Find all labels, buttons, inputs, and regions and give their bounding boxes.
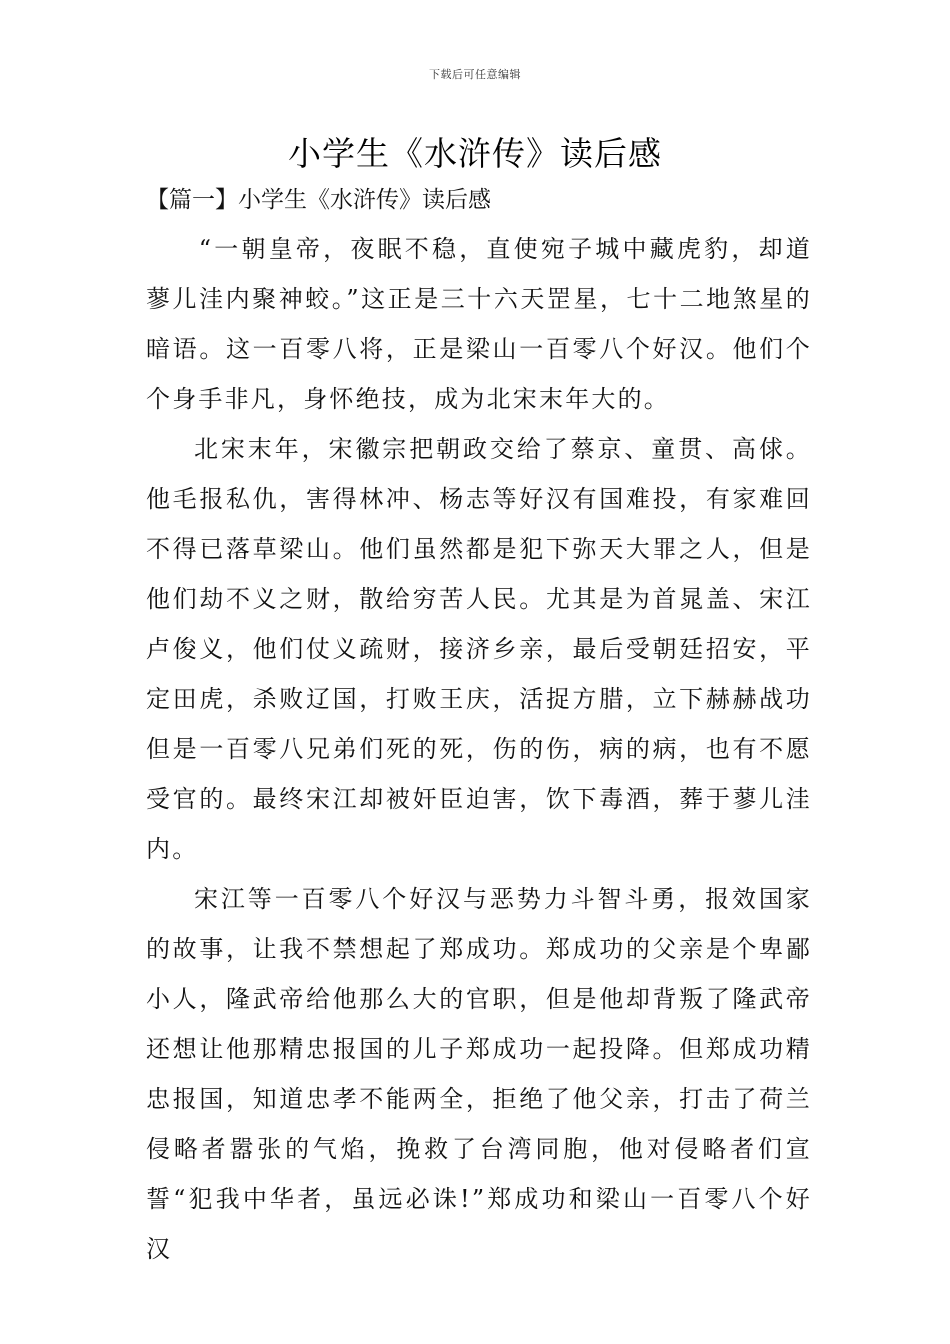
paragraph-1: “一朝皇帝，夜眠不稳，直使宛子城中藏虎豹，却道蓼儿洼内聚神蛟。”这正是三十六天罡星，七十二地煞星的暗语。这一百零八将，正是梁山一百零八个好汉。他们个个身手非凡，身怀绝技，成为北宋末年大的。 bbox=[146, 235, 812, 413]
document-body bbox=[146, 224, 812, 1274]
document-title: 小学生《水浒传》读后感 bbox=[288, 134, 662, 173]
header-watermark: 下载后可任意编辑 bbox=[429, 68, 521, 81]
paragraph-3: 宋江等一百零八个好汉与恶势力斗智斗勇，报效国家的故事，让我不禁想起了郑成功。郑成功的父亲是个卑鄙小人，隆武帝给他那么大的官职，但是他却背叛了隆武帝还想让他那精忠报国的儿子郑成功一起投降。但郑成功精忠报国，知道忠孝不能两全，拒绝了他父亲，打击了荷兰侵略者嚣张的气焰，挽救了台湾同胞，他对侵略者们宣誓“犯我中华者，虽远必诛!”郑成功和梁山一百零八个好汉 bbox=[146, 885, 812, 1263]
paragraph-2: 北宋末年，宋徽宗把朝政交给了蔡京、童贯、高俅。他毛报私仇，害得林冲、杨志等好汉有国难投，有家难回不得已落草梁山。他们虽然都是犯下弥天大罪之人，但是他们劫不义之财，散给穷苦人民。尤其是为首晁盖、宋江卢俊义，他们仗义疏财，接济乡亲，最后受朝廷招安，平定田虎，杀败辽国，打败王庆，活捉方腊，立下赫赫战功但是一百零八兄弟们死的死，伤的伤，病的病，也有不愿受官的。最终宋江却被奸臣迫害，饮下毒酒，葬于蓼儿洼内。 bbox=[146, 435, 812, 863]
section-heading: 【篇一】小学生《水浒传》读后感 bbox=[146, 187, 491, 213]
